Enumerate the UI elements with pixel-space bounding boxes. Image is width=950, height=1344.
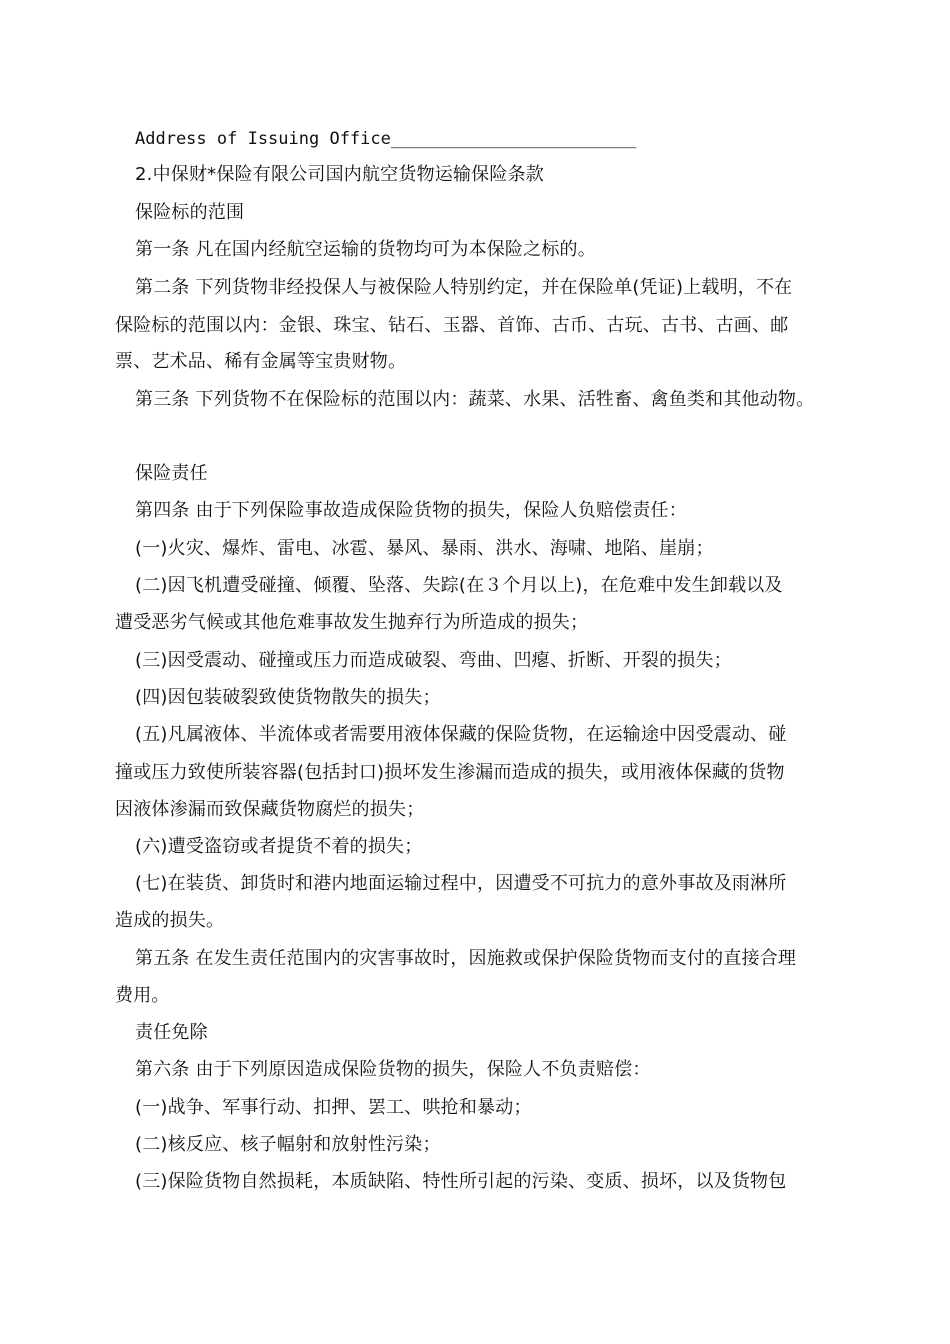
article-4-item-5-line-3: 因液体渗漏而致保藏货物腐烂的损失； bbox=[115, 799, 425, 820]
article-6-item-1: (一)战争、军事行动、扣押、罢工、哄抢和暴动； bbox=[135, 1097, 532, 1118]
article-5-line-2: 费用。 bbox=[115, 985, 170, 1006]
article-6: 第六条 由于下列原因造成保险货物的损失，保险人不负责赔偿： bbox=[135, 1059, 651, 1080]
article-5-line-1: 第五条 在发生责任范围内的灾害事故时，因施救或保护保险货物而支付的直接合理 bbox=[135, 948, 797, 969]
article-4: 第四条 由于下列保险事故造成保险货物的损失，保险人负赔偿责任： bbox=[135, 500, 687, 521]
article-4-item-1: (一)火灾、爆炸、雷电、冰雹、暴风、暴雨、洪水、海啸、地陷、崖崩； bbox=[135, 538, 714, 559]
article-1: 第一条 凡在国内经航空运输的货物均可为本保险之标的。 bbox=[135, 239, 596, 260]
article-4-item-5-line-2: 撞或压力致使所装容器(包括封口)损坏发生渗漏而造成的损失，或用液体保藏的货物 bbox=[115, 762, 785, 783]
article-6-item-3: (三)保险货物自然损耗，本质缺陷、特性所引起的污染、变质、损坏，以及货物包 bbox=[135, 1171, 787, 1192]
address-line: Address of Issuing Office________________________ bbox=[135, 129, 637, 149]
article-4-item-7-line-1: (七)在装货、卸货时和港内地面运输过程中，因遭受不可抗力的意外事故及雨淋所 bbox=[135, 873, 787, 894]
article-2-line-2: 保险标的范围以内：金银、珠宝、钻石、玉器、首饰、古币、古玩、古书、古画、邮 bbox=[115, 315, 789, 336]
article-4-item-6: (六)遭受盗窃或者提货不着的损失； bbox=[135, 836, 423, 857]
section-heading-liability: 保险责任 bbox=[135, 463, 208, 484]
clause-title: 2.中保财*保险有限公司国内航空货物运输保险条款 bbox=[135, 164, 544, 185]
article-6-item-2: (二)核反应、核子幅射和放射性污染； bbox=[135, 1134, 441, 1155]
article-4-item-5-line-1: (五)凡属液体、半流体或者需要用液体保藏的保险货物，在运输途中因受震动、碰 bbox=[135, 724, 787, 745]
article-3: 第三条 下列货物不在保险标的范围以内：蔬菜、水果、活牲畜、禽鱼类和其他动物。 bbox=[135, 389, 815, 410]
article-2-line-3: 票、艺术品、稀有金属等宝贵财物。 bbox=[115, 351, 407, 372]
section-heading-scope: 保险标的范围 bbox=[135, 202, 245, 223]
article-4-item-3: (三)因受震动、碰撞或压力而造成破裂、弯曲、凹瘪、折断、开裂的损失； bbox=[135, 650, 732, 671]
article-2-line-1: 第二条 下列货物非经投保人与被保险人特别约定，并在保险单(凭证)上载明，不在 bbox=[135, 277, 793, 298]
article-4-item-7-line-2: 造成的损失。 bbox=[115, 910, 225, 931]
section-heading-exclusion: 责任免除 bbox=[135, 1022, 208, 1043]
article-4-item-2-line-1: (二)因飞机遭受碰撞、倾覆、坠落、失踪(在３个月以上)，在危难中发生卸载以及 bbox=[135, 575, 783, 596]
article-4-item-2-line-2: 遭受恶劣气候或其他危难事故发生抛弃行为所造成的损失； bbox=[115, 612, 589, 633]
article-4-item-4: (四)因包装破裂致使货物散失的损失； bbox=[135, 687, 441, 708]
